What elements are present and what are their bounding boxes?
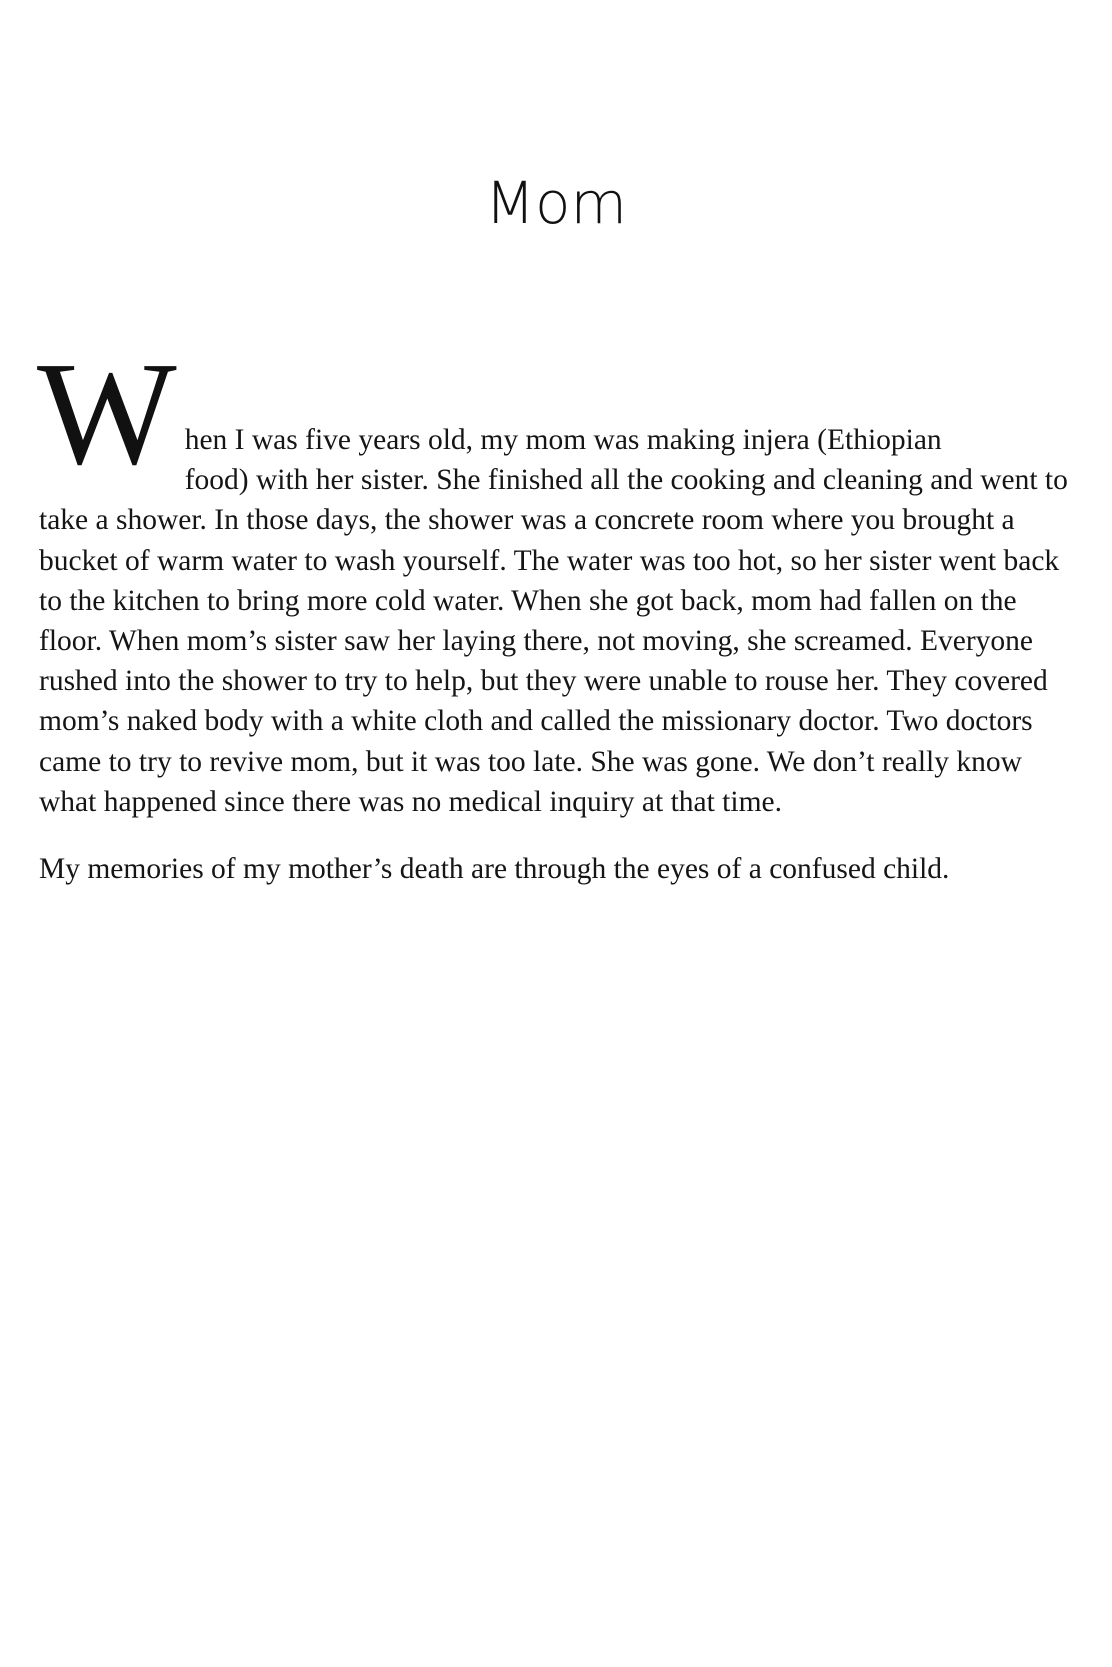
paragraph-1-text: food) with her sister. She finished all the cooking and cleaning and went to take a shower. In those days, the shower was a concrete room where you brought a bucket of warm water to wash yourself. The water was too hot, so her sister went back to the kitchen to bring more cold water. When she got back, mom had fallen on the floor. When mom’s sister saw her laying there, not moving, she screamed. Everyone rushed into the shower to try to help, but they were unable to rouse her. They covered mom’s naked body with a white cloth and called the missionary doctor. Two doctors came to try to revive mom, but it was too late. She was gone. We don’t really know what happened since there was no medical inquiry at that time. — [39, 464, 1068, 818]
chapter-title: Mom — [484, 169, 628, 237]
paragraph-1 — [37, 332, 1069, 822]
drop-cap: W — [37, 332, 177, 496]
paragraph-2: My memories of my mother’s death are through the eyes of a confused child. — [39, 853, 950, 886]
chapter-body — [37, 332, 1069, 889]
paragraph-1-first-line: hen I was five years old, my mom was making injera (Ethiopian — [184, 424, 942, 456]
